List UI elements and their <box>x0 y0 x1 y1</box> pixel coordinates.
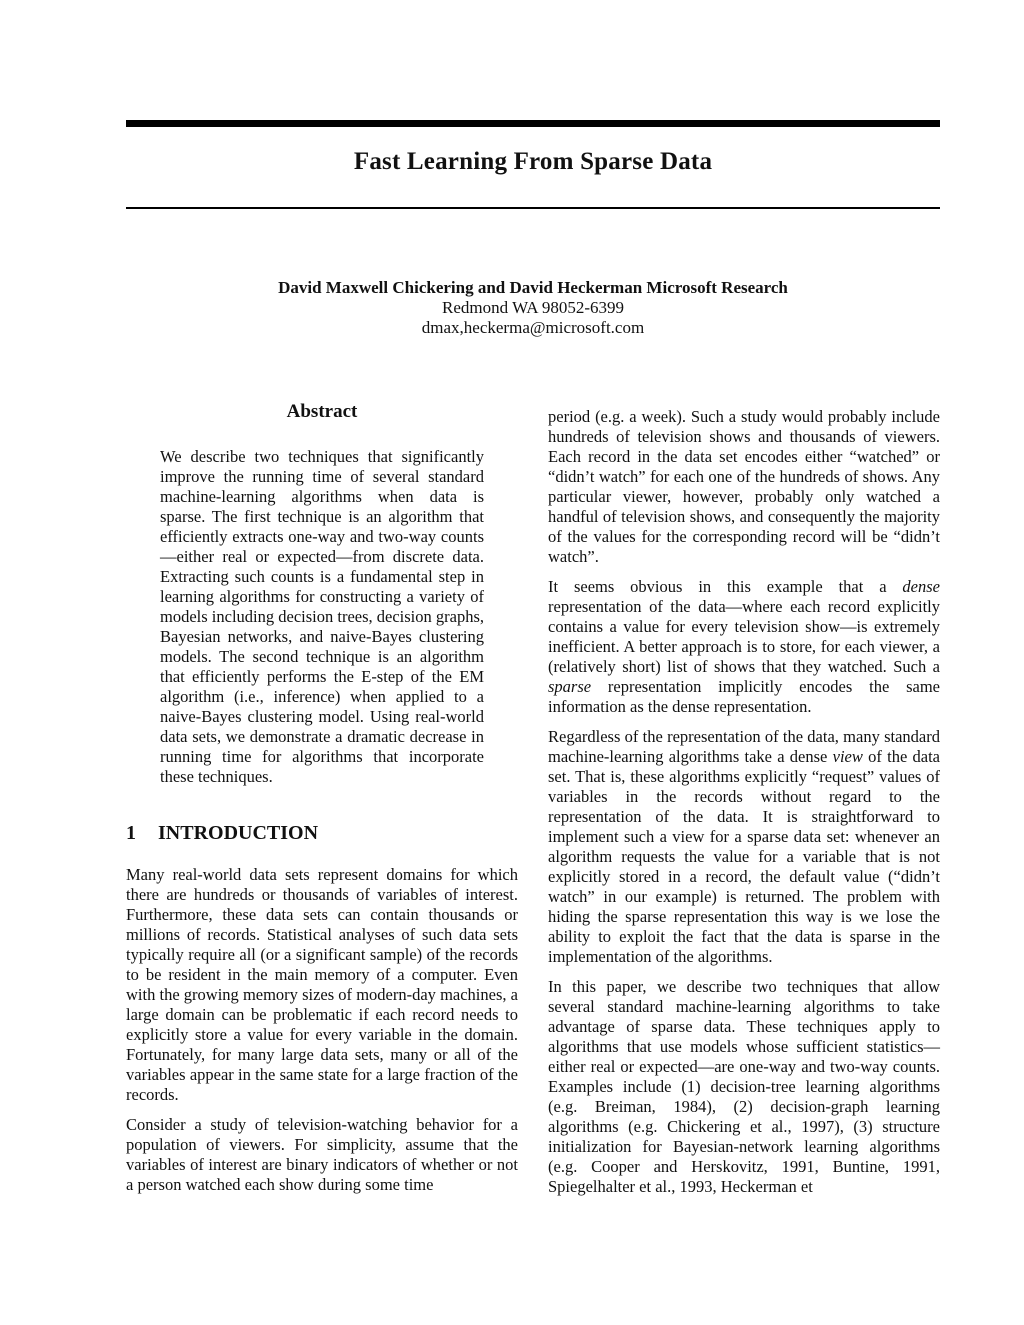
author-email: dmax,heckerma@microsoft.com <box>421 318 645 337</box>
emphasis-view: view <box>832 747 863 766</box>
author-block <box>126 278 940 338</box>
section-title: INTRODUCTION <box>158 822 319 844</box>
title-top-rule <box>126 120 940 127</box>
abstract-heading: Abstract <box>286 401 358 422</box>
right-paragraph-4: In this paper, we describe two techniques that allow several standard machine-learning algorithms to take advantage of sparse data. These techniques apply to algorithms that use models whose sufficient statistics—either real or expected—are one-way and two-way counts. Examples include (1) decision-tree learning algorithms (e.g. Breiman, 1984), (2) decision-graph learning algorithms (e.g. Chickering et al., 1997), (3) structure initialization for Bayesian-network learning algorithms (e.g. Cooper and Herskovitz, 1991, Buntine, 1991, Spiegelhalter et al., 1993, Heckerman et <box>548 977 940 1196</box>
right-paragraph-1: period (e.g. a week). Such a study would probably include hundreds of television shows and thousands of viewers. Each record in the data set encodes either “watched” or “didn’t watch” for each one of the hundreds of shows. Any particular viewer, however, probably only watched a handful of television shows, and consequently the majority of the values for the corresponding record will be “didn’t watch”. <box>548 407 940 566</box>
right-paragraph-3: Regardless of the representation of the data, many standard machine-learning algorithms take a dense view of the data set. That is, these algorithms explicitly “request” values of variables in the records without regard to the representation of the data. It is straightforward to implement such a view for a sparse data set: whenever an algorithm requests the value for a variable that is not explicitly stored in a record, the default value (“didn’t watch” in our example) is returned. The problem with hiding the sparse representation this way is we lose the ability to exploit the fact that the data is sparse in the implementation of the algorithms. <box>548 727 940 966</box>
right-paragraph-2: It seems obvious in this example that a dense representation of the data—where each record explicitly contains a value for every television show—is extremely inefficient. A better approach is to store, for each viewer, a (relatively short) list of shows that they watched. Such a sparse representation implicitly encodes the same information as the dense representation. <box>548 577 940 716</box>
title-bottom-rule <box>126 207 940 209</box>
section-1-heading <box>126 823 518 843</box>
intro-paragraph-1: Many real-world data sets represent domains for which there are hundreds or thousands of variables of interest. Furthermore, these data sets can contain thousands or millions of records. Statistical analyses of such data sets typically require all (or a significant sample) of the records to be resident in the main memory of a computer. Even with the growing memory sizes of modern-day machines, a large domain can be problematic if each record needs to explicitly store a value for every variable in the domain. Fortunately, for many large data sets, many or all of the variables appear in the same state for a large fraction of the records. <box>126 865 518 1104</box>
emphasis-dense: dense <box>902 577 940 596</box>
abstract-text: We describe two techniques that significantly improve the running time of several standard machine-learning algorithms when data is sparse. The first technique is an algorithm that efficiently extracts one-way and two-way counts—either real or expected—from discrete data. Extracting such counts is a fundamental step in learning algorithms for constructing a variety of models including decision trees, decision graphs, Bayesian networks, and naive-Bayes clustering models. The second technique is an algorithm that efficiently performs the E-step of the EM algorithm (i.e., inference) when applied to a naive-Bayes clustering model. Using real-world data sets, we demonstrate a dramatic decrease in running time for algorithms that incorporate these techniques. <box>160 447 484 786</box>
emphasis-sparse: sparse <box>548 677 592 696</box>
author-names: David Maxwell Chickering and David Heckerman Microsoft Research <box>278 278 788 297</box>
intro-paragraph-2: Consider a study of television-watching behavior for a population of viewers. For simplicity, assume that the variables of interest are binary indicators of whether or not a person watched each show during some time <box>126 1115 518 1194</box>
paper-title: Fast Learning From Sparse Data <box>353 148 713 175</box>
section-number: 1 <box>126 822 136 844</box>
left-column <box>126 402 518 1205</box>
author-address: Redmond WA 98052-6399 <box>442 298 624 317</box>
right-column <box>548 407 940 1207</box>
